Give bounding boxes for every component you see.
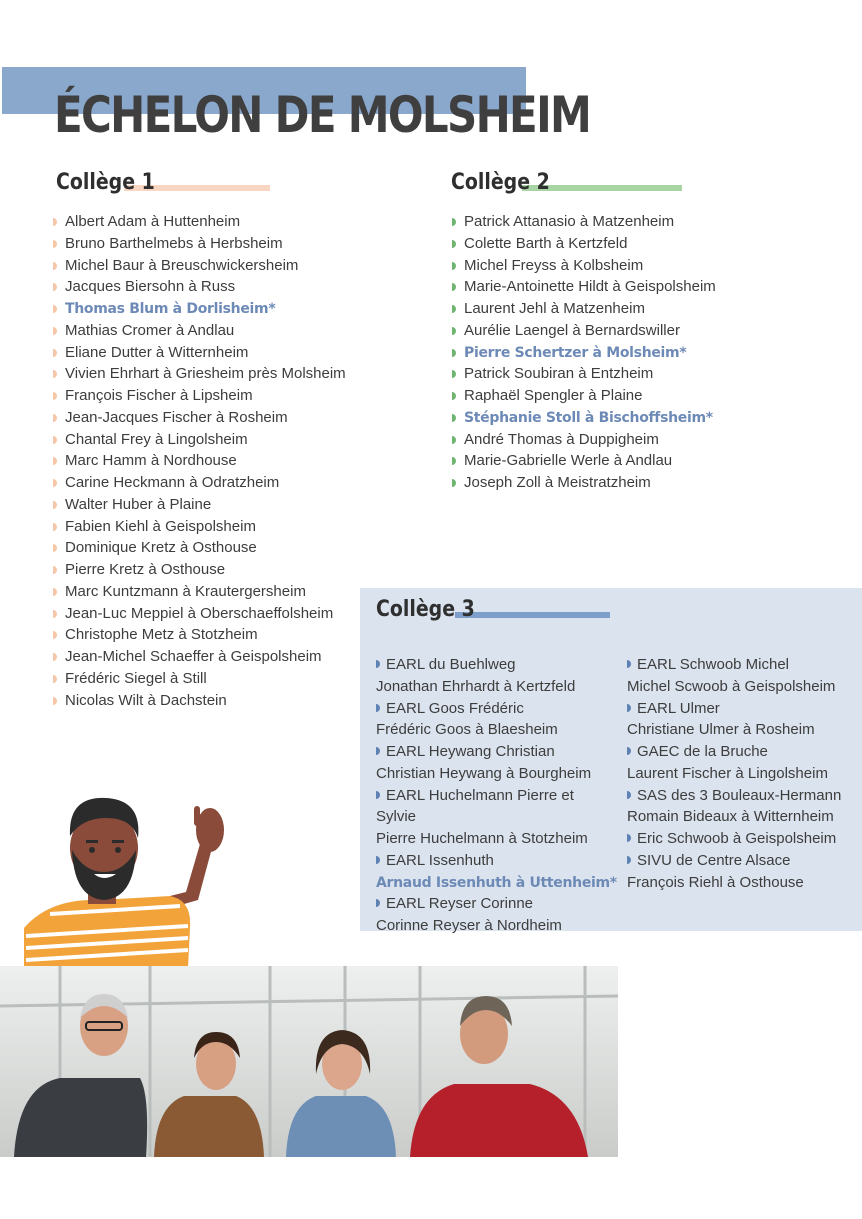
college3-entity	[627, 828, 841, 850]
member-name: Thomas Blum à Dorlisheim*	[65, 301, 276, 317]
college2-member	[452, 211, 716, 233]
member-name: Jacques Biersohn à Russ	[65, 278, 236, 296]
college3-member	[627, 872, 841, 894]
college1-member	[53, 472, 346, 494]
college3-text: SAS des 3 Bouleaux-Hermann	[637, 786, 842, 804]
member-name: Nicolas Wilt à Dachstein	[65, 691, 227, 709]
member-name: Eliane Dutter à Witternheim	[65, 343, 249, 361]
college1-member	[53, 276, 346, 298]
college1-member	[53, 211, 346, 233]
college3-member	[376, 872, 617, 894]
college2-member	[452, 320, 716, 342]
college3-text: Jonathan Ehrhardt à Kertzfeld	[376, 677, 576, 695]
member-name: François Fischer à Lipsheim	[65, 387, 253, 404]
college1-member	[53, 342, 346, 364]
college1-member	[53, 646, 346, 668]
college2-member	[452, 472, 716, 494]
bullet-icon	[53, 327, 57, 335]
college3-text: EARL Ulmer	[637, 699, 720, 717]
member-name: Walter Huber à Plaine	[65, 495, 212, 513]
bullet-icon	[53, 240, 57, 248]
member-name: Marc Hamm à Nordhouse	[65, 452, 237, 470]
college3-text: SIVU de Centre Alsace	[637, 851, 791, 869]
college2-member	[452, 233, 716, 255]
college3-entity	[627, 698, 841, 720]
bullet-icon	[53, 218, 57, 226]
college3-text: GAEC de la Bruche	[637, 743, 768, 760]
college2-heading: Collège 2	[451, 170, 550, 195]
college3-heading: Collège 3	[376, 597, 475, 622]
shirt	[24, 896, 190, 968]
bullet-icon	[376, 791, 380, 799]
member-name: Marie-Antoinette Hildt à Geispolsheim	[464, 278, 716, 296]
college3-text: Eric Schwoob à Geispolsheim	[637, 830, 837, 847]
member-name: Colette Barth à Kertzfeld	[464, 234, 628, 252]
bullet-icon	[452, 262, 456, 270]
member-name: Michel Baur à Breuschwickersheim	[65, 256, 299, 274]
member-name: Christophe Metz à Stotzheim	[65, 626, 258, 644]
college1-member	[53, 320, 346, 342]
college3-left-column	[376, 654, 617, 937]
farmers-group-photo	[0, 966, 618, 1157]
college3-entity	[627, 850, 841, 872]
college1-member	[53, 668, 346, 690]
college3-text: EARL Reyser Corinne	[386, 895, 534, 913]
member-name: Joseph Zoll à Meistratzheim	[464, 474, 651, 491]
college3-member	[627, 806, 841, 828]
member-name: Vivien Ehrhart à Griesheim près Molsheim	[65, 365, 346, 383]
college3-text: Christian Heywang à Bourgheim	[376, 764, 592, 782]
bullet-icon	[627, 834, 631, 842]
bullet-icon	[452, 349, 456, 357]
college3-entity	[627, 741, 841, 763]
college3-text: Pierre Huchelmann à Stotzheim	[376, 830, 588, 847]
member-name: Frédéric Siegel à Still	[65, 669, 207, 687]
bullet-icon	[452, 479, 456, 487]
bullet-icon	[53, 697, 57, 705]
bullet-icon	[53, 479, 57, 487]
college1-heading: Collège 1	[56, 170, 155, 195]
bullet-icon	[53, 588, 57, 596]
college2-member	[452, 429, 716, 451]
bullet-icon	[53, 370, 57, 378]
college1-member	[53, 385, 346, 407]
college3-member	[376, 676, 617, 698]
college3-right-column	[627, 654, 841, 893]
college2-member	[452, 385, 716, 407]
college3-member	[376, 763, 617, 785]
member-name: Aurélie Laengel à Bernardswiller	[464, 321, 680, 339]
college3-text: Corinne Reyser à Nordheim	[376, 917, 562, 934]
college2-member	[452, 276, 716, 298]
bullet-icon	[53, 523, 57, 531]
bullet-icon	[627, 747, 631, 755]
bullet-icon	[53, 392, 57, 400]
member-name: Carine Heckmann à Odratzheim	[65, 474, 280, 491]
member-name: Mathias Cromer à Andlau	[65, 321, 235, 339]
bullet-icon	[53, 566, 57, 574]
college3-text: Arnaud Issenhuth à Uttenheim*	[376, 874, 617, 891]
college3-text: EARL Huchelmann Pierre et	[386, 786, 574, 804]
bullet-icon	[452, 218, 456, 226]
college3-text: Michel Scwoob à Geispolsheim	[627, 677, 836, 695]
college3-member	[627, 676, 841, 698]
college1-member	[53, 537, 346, 559]
college3-text: EARL du Buehlweg	[386, 656, 516, 673]
bullet-icon	[53, 349, 57, 357]
bullet-icon	[53, 544, 57, 552]
bullet-icon	[53, 610, 57, 618]
waving-man-illustration	[20, 788, 242, 968]
college1-list	[53, 211, 346, 711]
college3-member	[376, 828, 617, 850]
bullet-icon	[376, 704, 380, 712]
head	[70, 798, 138, 904]
college1-member	[53, 233, 346, 255]
college3-text: Christiane Ulmer à Rosheim	[627, 721, 815, 739]
college1-member	[53, 581, 346, 603]
bullet-icon	[452, 392, 456, 400]
college3-entity	[376, 698, 617, 720]
member-name: Jean-Michel Schaeffer à Geispolsheim	[65, 648, 322, 665]
member-name: Stéphanie Stoll à Bischoffsheim*	[464, 409, 713, 426]
college3-text: EARL Heywang Christian	[386, 743, 555, 760]
member-name: Jean-Jacques Fischer à Rosheim	[65, 408, 288, 426]
college1-member	[53, 429, 346, 451]
college3-text: Sylvie	[376, 808, 417, 826]
member-name: Pierre Schertzer à Molsheim*	[464, 344, 687, 361]
college1-member	[53, 450, 346, 472]
bullet-icon	[53, 675, 57, 683]
college3-entity	[627, 654, 841, 676]
member-name: Fabien Kiehl à Geispolsheim	[65, 517, 256, 535]
bullet-icon	[452, 436, 456, 444]
college3-text: Frédéric Goos à Blaesheim	[376, 721, 558, 739]
bullet-icon	[452, 283, 456, 291]
college2-member	[452, 450, 716, 472]
bullet-icon	[627, 791, 631, 799]
college2-member	[452, 363, 716, 385]
college1-member	[53, 255, 346, 277]
bullet-icon	[53, 414, 57, 422]
member-name: Marc Kuntzmann à Krautergersheim	[65, 582, 306, 600]
college3-entity	[376, 654, 617, 676]
college3-entity	[376, 785, 617, 807]
bullet-icon	[376, 660, 380, 668]
member-name: Pierre Kretz à Osthouse	[65, 561, 226, 578]
member-name: André Thomas à Duppigheim	[464, 430, 659, 448]
college3-member	[376, 806, 617, 828]
college3-text: Laurent Fischer à Lingolsheim	[627, 764, 828, 782]
member-name: Marie-Gabrielle Werle à Andlau	[464, 452, 673, 470]
college3-entity	[627, 785, 841, 807]
college2-list	[452, 211, 716, 494]
college3-member	[376, 915, 617, 937]
bullet-icon	[53, 457, 57, 465]
bullet-icon	[627, 856, 631, 864]
college3-text: EARL Schwoob Michel	[637, 656, 790, 673]
bullet-icon	[53, 631, 57, 639]
member-name: Albert Adam à Huttenheim	[65, 213, 241, 230]
bullet-icon	[376, 747, 380, 755]
college3-text: Romain Bideaux à Witternheim	[627, 808, 834, 826]
page-title: ÉCHELON DE MOLSHEIM	[54, 86, 591, 144]
college3-entity	[376, 893, 617, 915]
bullet-icon	[53, 305, 57, 313]
college1-member	[53, 494, 346, 516]
college3-member	[627, 763, 841, 785]
bullet-icon	[452, 327, 456, 335]
member-name: Raphaël Spengler à Plaine	[464, 387, 643, 404]
college1-member	[53, 559, 346, 581]
member-name: Patrick Attanasio à Matzenheim	[464, 213, 675, 230]
bullet-icon	[53, 653, 57, 661]
college3-member	[627, 719, 841, 741]
bullet-icon	[376, 899, 380, 907]
bullet-icon	[376, 856, 380, 864]
member-name: Dominique Kretz à Osthouse	[65, 539, 257, 557]
college3-text: EARL Issenhuth	[386, 851, 494, 869]
college3-heading-bar	[455, 612, 610, 618]
college2-member	[452, 342, 716, 364]
college1-member	[53, 407, 346, 429]
member-name: Laurent Jehl à Matzenheim	[464, 300, 645, 317]
college3-entity	[376, 850, 617, 872]
bullet-icon	[452, 457, 456, 465]
college1-member	[53, 690, 346, 712]
college1-member	[53, 603, 346, 625]
bullet-icon	[452, 305, 456, 313]
college2-member	[452, 407, 716, 429]
college1-member	[53, 624, 346, 646]
bullet-icon	[53, 501, 57, 509]
college3-text: François Riehl à Osthouse	[627, 873, 804, 891]
member-name: Chantal Frey à Lingolsheim	[65, 430, 248, 448]
bullet-icon	[627, 660, 631, 668]
college1-member	[53, 516, 346, 538]
member-name: Patrick Soubiran à Entzheim	[464, 365, 654, 383]
member-name: Bruno Barthelmebs à Herbsheim	[65, 234, 283, 252]
college1-member	[53, 298, 346, 320]
bullet-icon	[53, 262, 57, 270]
bullet-icon	[452, 370, 456, 378]
college2-member	[452, 255, 716, 277]
member-name: Jean-Luc Meppiel à Oberschaeffolsheim	[65, 604, 334, 622]
bullet-icon	[452, 240, 456, 248]
college2-member	[452, 298, 716, 320]
college1-member	[53, 363, 346, 385]
bullet-icon	[627, 704, 631, 712]
college3-text: EARL Goos Frédéric	[386, 699, 524, 717]
member-name: Michel Freyss à Kolbsheim	[464, 256, 644, 274]
bullet-icon	[452, 414, 456, 422]
college3-entity	[376, 741, 617, 763]
arm	[170, 806, 224, 908]
bullet-icon	[53, 436, 57, 444]
college3-member	[376, 719, 617, 741]
bullet-icon	[53, 283, 57, 291]
